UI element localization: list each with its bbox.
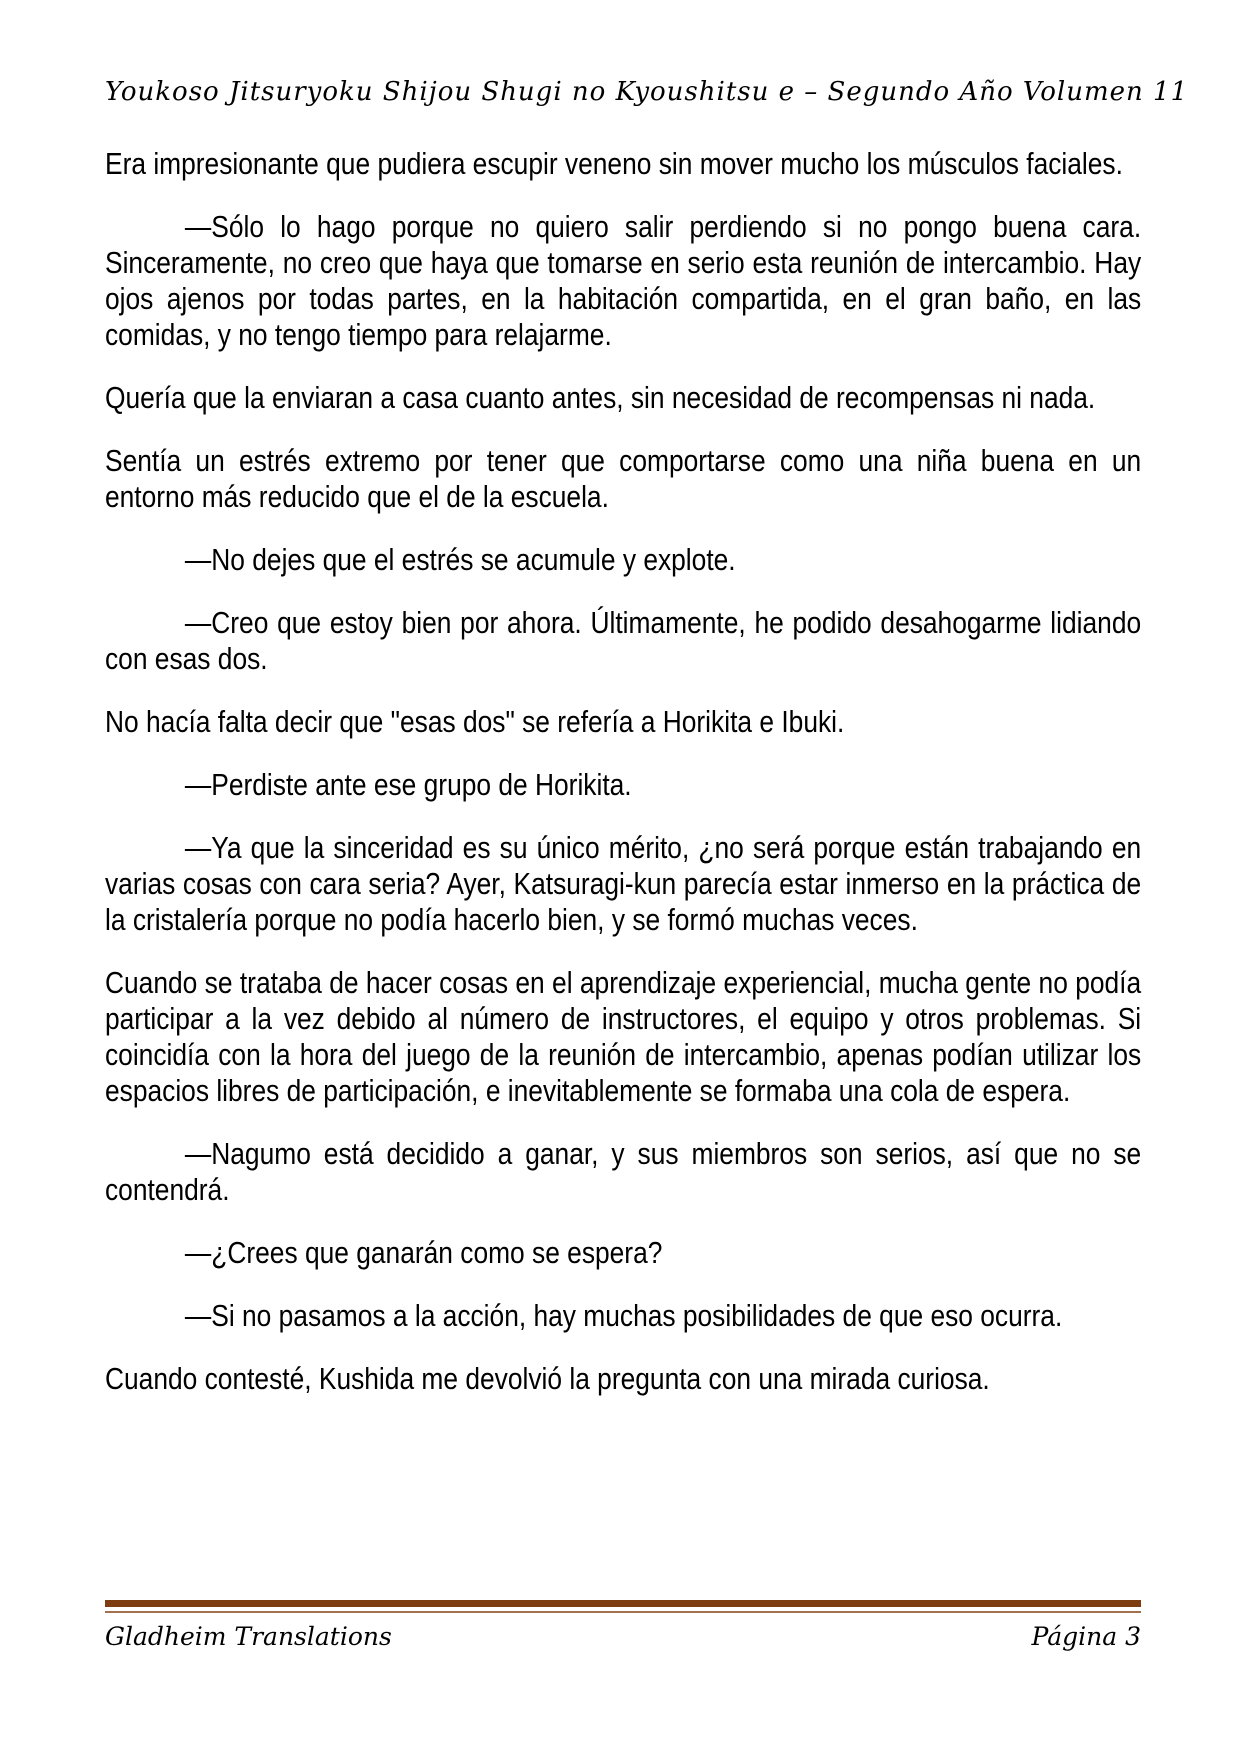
paragraph: Quería que la enviaran a casa cuanto antes, sin necesidad de recompensas ni nada. <box>105 380 1096 415</box>
paragraph: —No dejes que el estrés se acumule y explote. <box>184 542 736 577</box>
paragraph: No hacía falta decir que "esas dos" se refería a Horikita e Ibuki. <box>105 704 845 739</box>
paragraph: Sentía un estrés extremo por tener que comportarse como una niña buena en un entorno más reducido que el de la escuela. <box>105 443 1142 514</box>
body-text <box>105 146 1141 1424</box>
page-header <box>105 76 1189 108</box>
paragraph: —Perdiste ante ese grupo de Horikita. <box>184 767 632 802</box>
footer-rule-thick <box>105 1600 1141 1607</box>
header-title: Youkoso Jitsuryoku Shijou Shugi no Kyoushitsu e – Segundo Año Volumen 11 <box>105 77 1189 107</box>
paragraph: Cuando se trataba de hacer cosas en el aprendizaje experiencial, mucha gente no podía participar a la vez debido al número de instructores, el equipo y otros problemas. Si coincidía con la hora del juego de la reunión de intercambio, apenas podían utilizar los espacios libres de participación, e inevitablemente se formaba una cola de espera. <box>105 965 1142 1108</box>
paragraph: —Nagumo está decidido a ganar, y sus miembros son serios, así que no se contendrá. <box>105 1136 1142 1207</box>
page-footer <box>105 1620 1141 1654</box>
paragraph: —¿Crees que ganarán como se espera? <box>184 1235 663 1270</box>
paragraph: —Ya que la sinceridad es su único mérito, ¿no será porque están trabajando en varias cosas con cara seria? Ayer, Katsuragi-kun parecía estar inmerso en la práctica de la cristalería porque no podía hacerlo bien, y se formó muchas veces. <box>105 830 1142 937</box>
paragraph: Cuando contesté, Kushida me devolvió la pregunta con una mirada curiosa. <box>105 1361 990 1396</box>
paragraph: —Creo que estoy bien por ahora. Últimamente, he podido desahogarme lidiando con esas dos. <box>105 605 1142 676</box>
paragraph: —Si no pasamos a la acción, hay muchas posibilidades de que eso ocurra. <box>184 1298 1063 1333</box>
paragraph: Era impresionante que pudiera escupir veneno sin mover mucho los músculos faciales. <box>105 146 1123 181</box>
footer-credit: Gladheim Translations <box>105 1622 392 1651</box>
body-text-inner <box>105 146 1141 1397</box>
paragraph: —Sólo lo hago porque no quiero salir perdiendo si no pongo buena cara. Sinceramente, no creo que haya que tomarse en serio esta reunión de intercambio. Hay ojos ajenos por todas partes, en la habitación compartida, en el gran baño, en las comidas, y no tengo tiempo para relajarme. <box>105 209 1142 352</box>
footer-page-number: Página 3 <box>1031 1622 1141 1651</box>
footer-rule-thin <box>105 1611 1141 1613</box>
